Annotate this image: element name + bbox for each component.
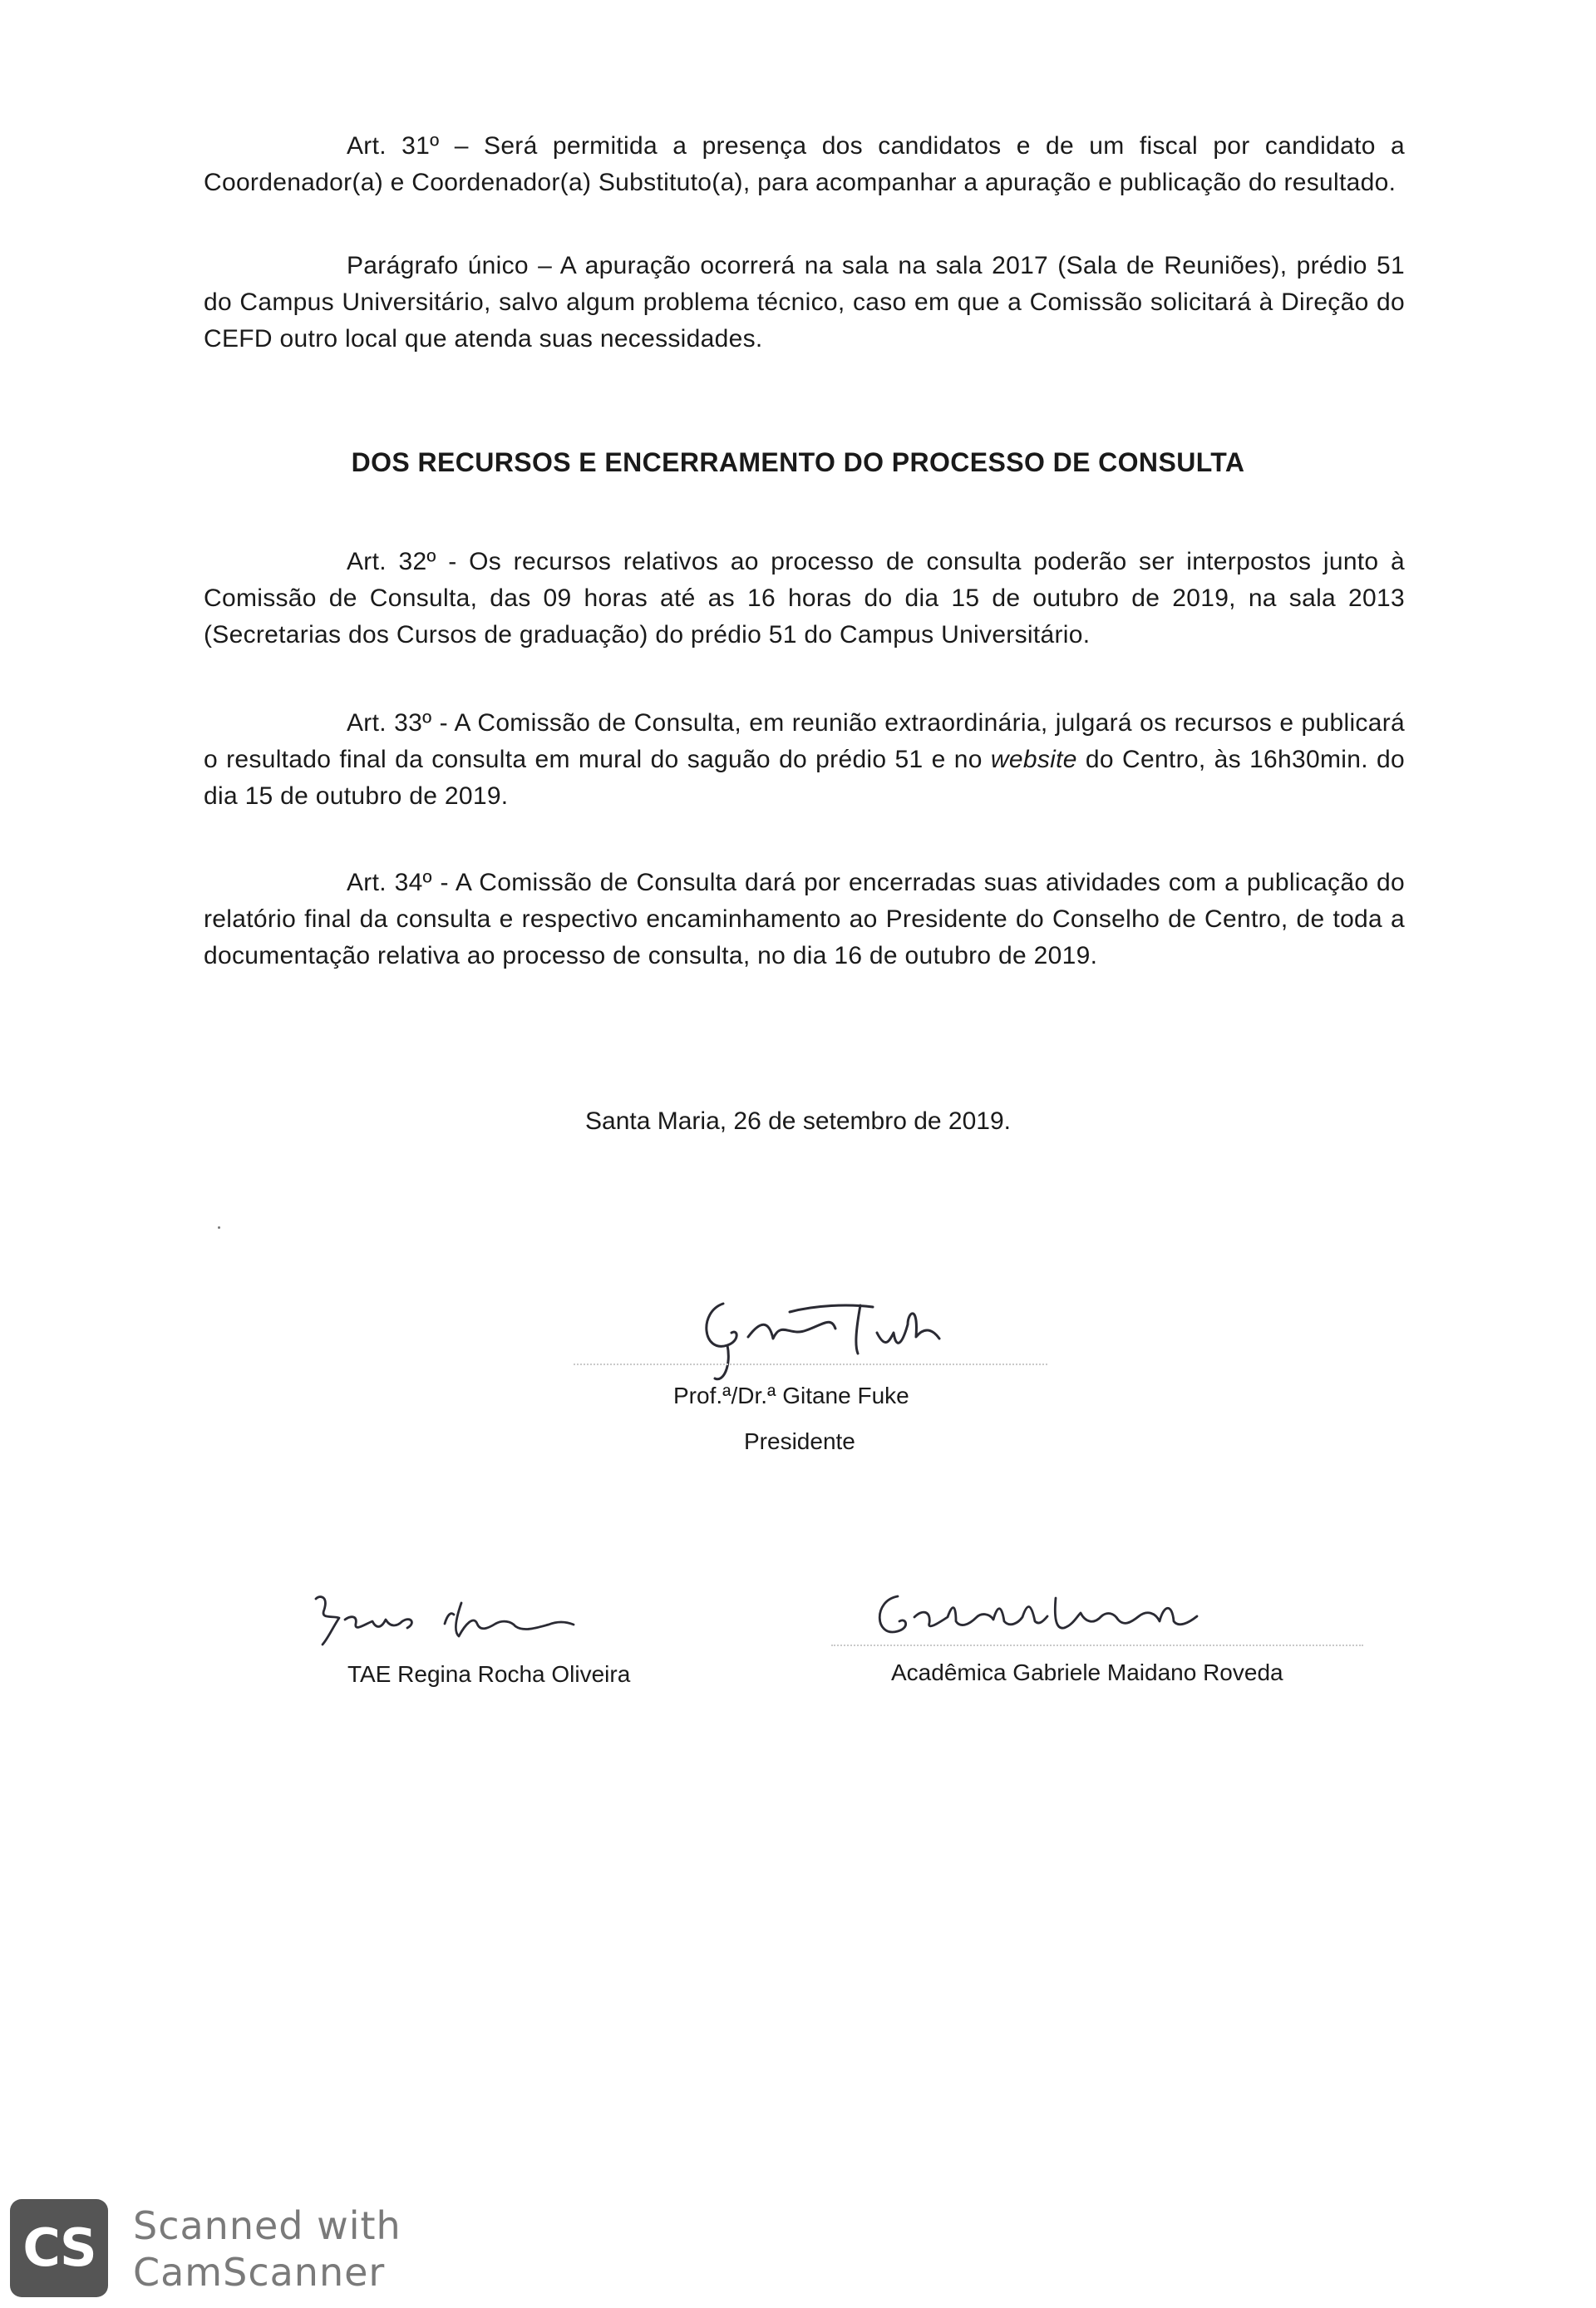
art32-paragraph: Art. 32º - Os recursos relativos ao processo de consulta poderão ser interpostos junto à Comissão de Consulta, das 09 horas até as 16 horas do dia 15 de outubro de 2019, na sala 2013 (Secretarias dos Cursos de graduação) do prédio 51 do Campus Universitário.: [204, 548, 1405, 649]
art33-text-after: do Centro, às 16h30min. do dia 15 de outubro de 2019.: [204, 746, 1405, 810]
art31-paragrafo-unico: Parágrafo único – A apuração ocorrerá na sala na sala 2017 (Sala de Reuniões), prédio 51 do Campus Universitário, salvo algum problema técnico, caso em que a Comissão solicitará à Direção do CEFD outro local que atenda suas necessidades.: [204, 252, 1405, 353]
president-signature-line: [574, 1364, 1047, 1365]
president-signature: [690, 1287, 1006, 1395]
camscanner-logo: CS: [10, 2199, 108, 2297]
section-heading: DOS RECURSOS E ENCERRAMENTO DO PROCESSO DE CONSULTA: [351, 447, 1245, 477]
art33-paragraph: [204, 705, 1405, 815]
art34-paragraph: Art. 34º - A Comissão de Consulta dará por encerradas suas atividades com a publicação do relatório final da consulta e respectivo encaminhamento ao Presidente do Conselho de Centro, de toda a documentação relativa ao processo de consulta, no dia 16 de outubro de 2019.: [204, 869, 1405, 969]
scan-speck: [218, 1226, 220, 1229]
camscanner-text: [133, 2202, 432, 2296]
tae-name: TAE Regina Rocha Oliveira: [347, 1661, 631, 1687]
president-role: Presidente: [744, 1428, 855, 1454]
academica-signature-line: [831, 1645, 1363, 1646]
art33-website-italic: website: [990, 746, 1077, 773]
academica-signature: [864, 1580, 1247, 1671]
camscanner-line1: Scanned with: [133, 2203, 401, 2248]
camscanner-watermark: [10, 2199, 426, 2299]
art31-paragraph: Art. 31º – Será permitida a presença dos candidatos e de um fiscal por candidato a Coordenador(a) e Coordenador(a) Substituto(a), para acompanhar a apuração e publicação do resultado.: [204, 132, 1405, 196]
date-line: Santa Maria, 26 de setembro de 2019.: [585, 1107, 1011, 1135]
president-name: Prof.ª/Dr.ª Gitane Fuke: [673, 1383, 909, 1408]
academica-name: Acadêmica Gabriele Maidano Roveda: [891, 1659, 1283, 1685]
camscanner-line2: CamScanner: [133, 2250, 386, 2295]
art33-text-before: Art. 33º - A Comissão de Consulta, em reunião extraordinária, julgará os recursos e publicará o resultado final da consulta em mural do saguão do prédio 51 e no: [204, 709, 1405, 773]
